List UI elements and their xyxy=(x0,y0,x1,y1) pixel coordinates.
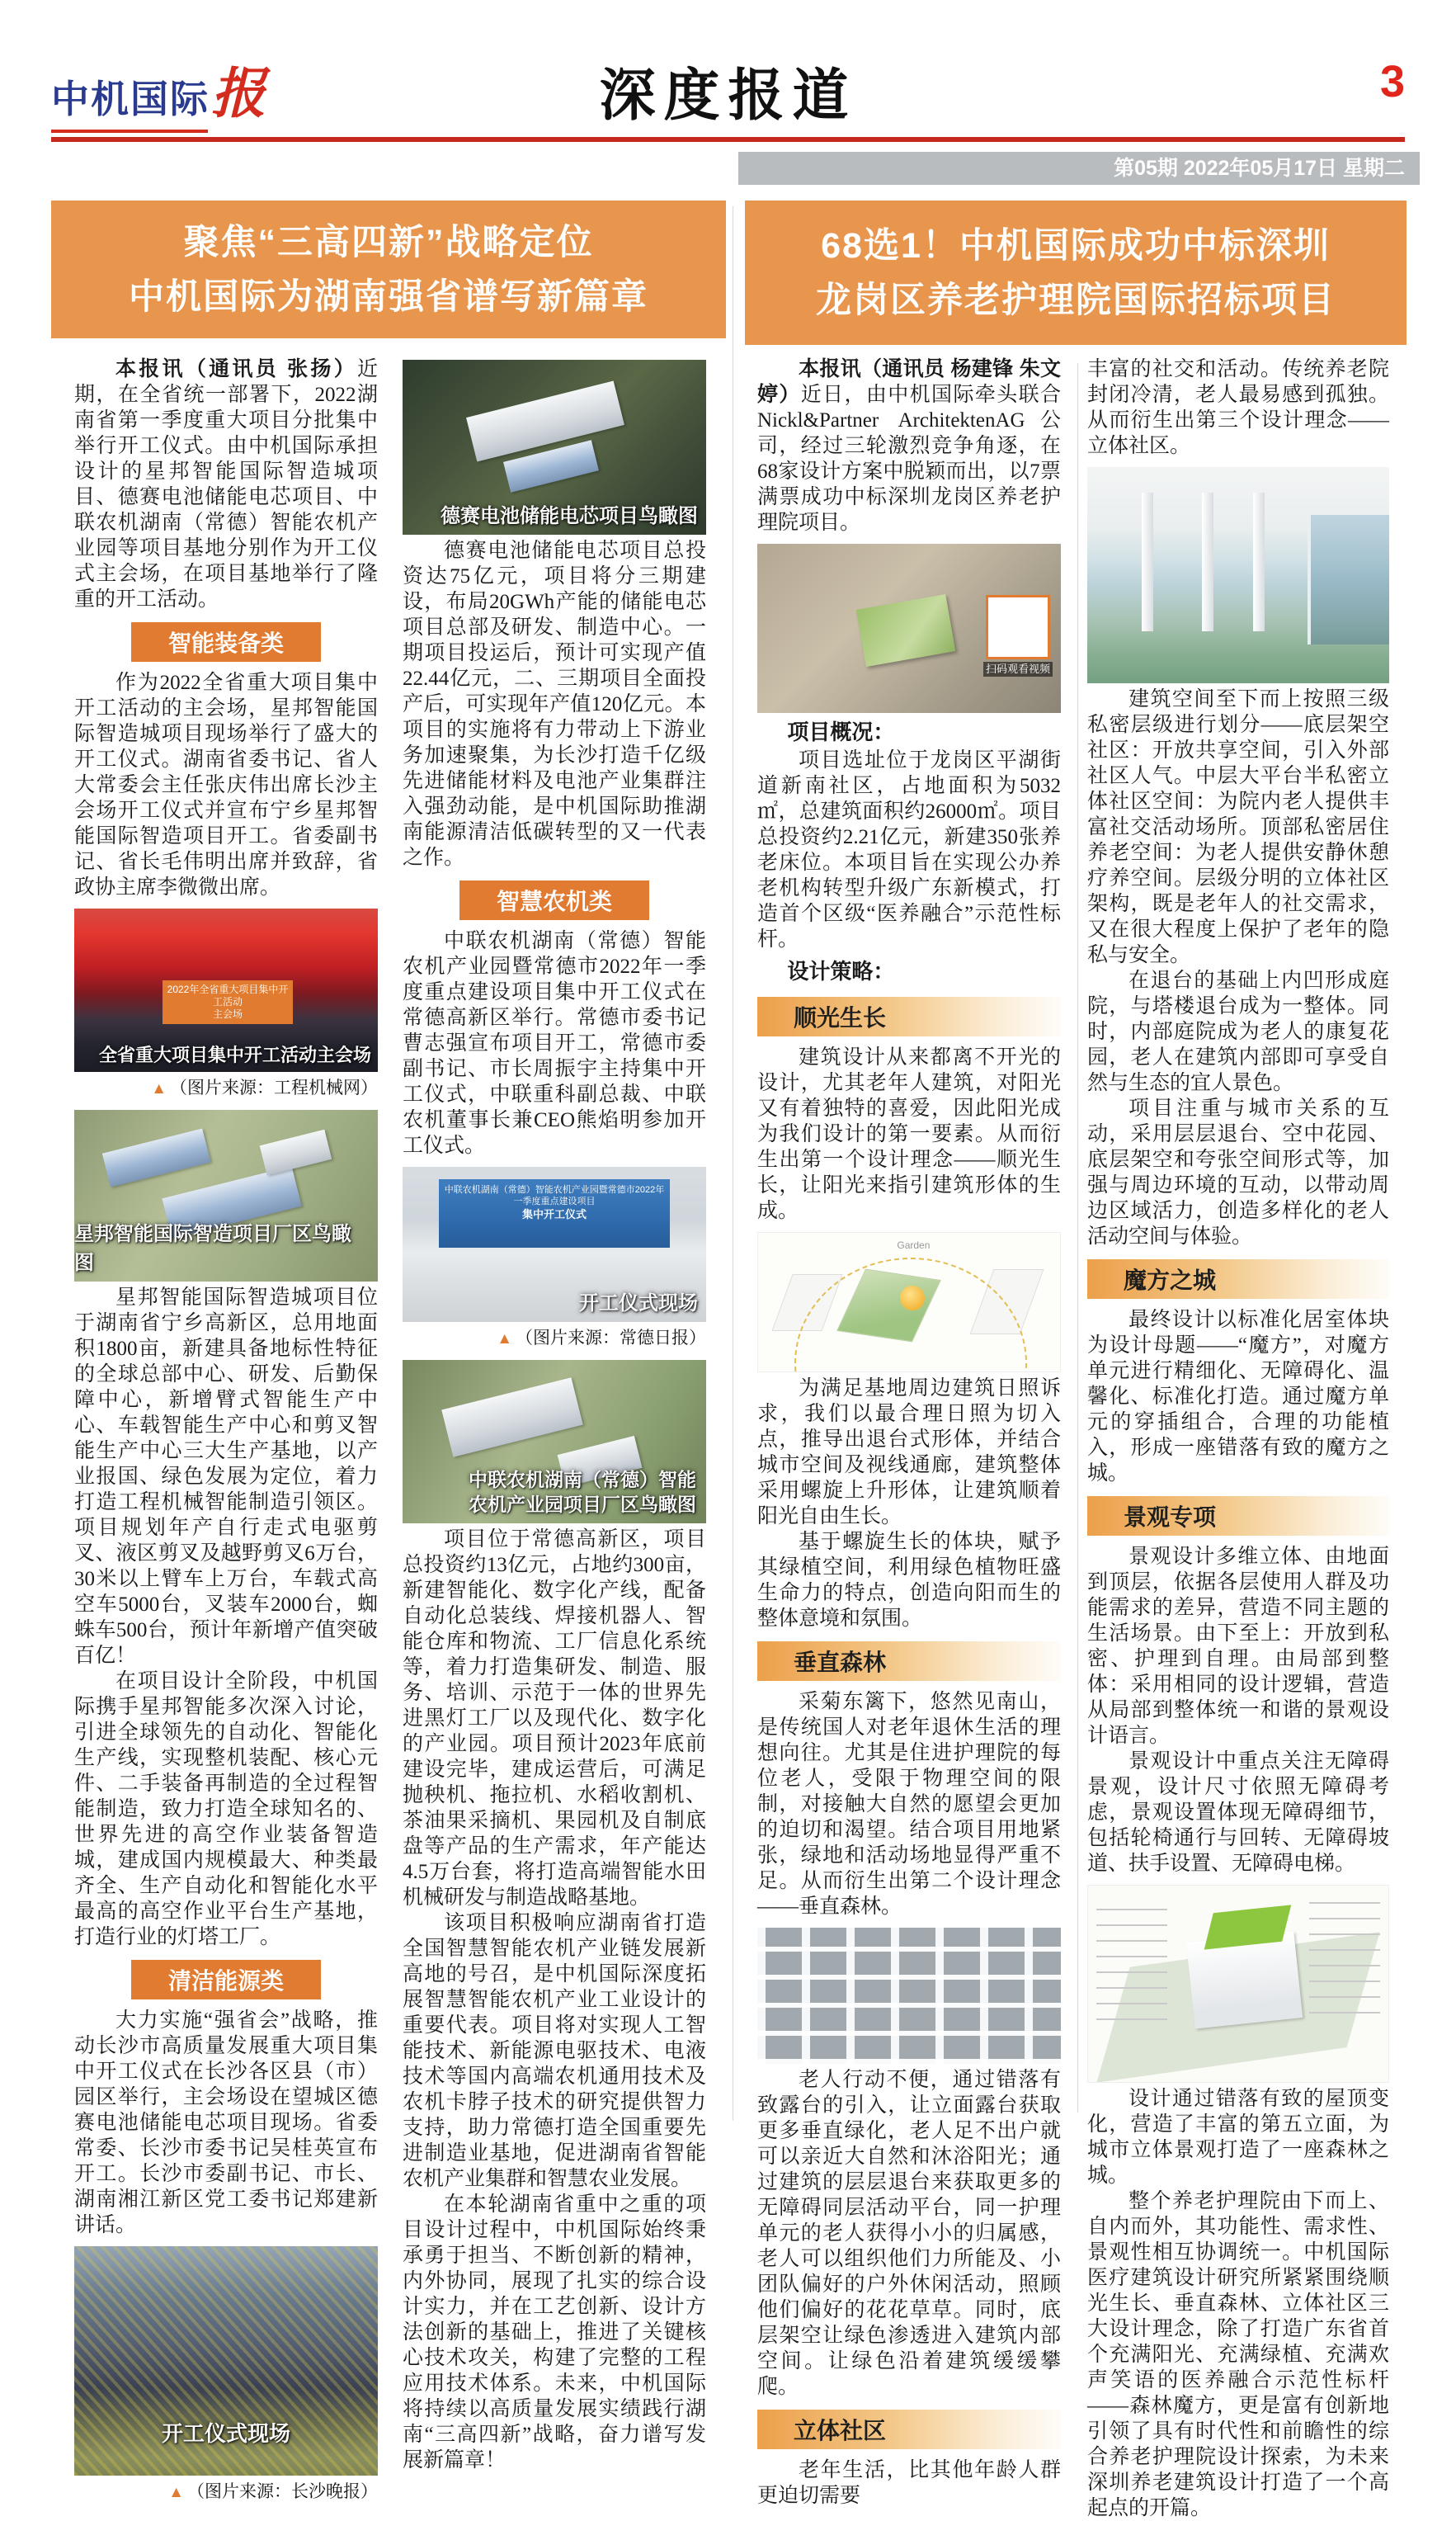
photo-changsha-ceremony xyxy=(74,2246,378,2476)
section-heading-overview: 项目概况： xyxy=(787,720,895,744)
paragraph: 在项目设计全阶段，中机国际携手星邦智能多次深入讨论，引进全球领先的自动化、智能化生产线，实现整机装配、核心元件、二手装备再制造的全过程智能制造，致力打造全球知名的、世界先进的高空作业装备智造城，建成国内规模最大、种类最齐全、生产自动化和智能化水平最高的高空作业平台生产基地，打造行业的灯塔工厂。 xyxy=(74,1670,378,1948)
triangle-icon: ▲ xyxy=(497,1330,512,1348)
factory-block xyxy=(260,1130,332,1176)
photo-interior-courtyard xyxy=(1087,467,1389,683)
photo-caption-overlay: 德赛电池储能电芯项目鸟瞰图 xyxy=(441,505,698,527)
concept-tag-cube-city: 魔方之城 xyxy=(1087,1259,1389,1299)
left-title-line1: 聚焦“三高四新”战略定位 xyxy=(183,223,594,262)
photo-caption-overlay: 全省重大项目集中开工活动主会场 xyxy=(98,1045,371,1065)
project-building xyxy=(856,594,956,667)
paragraph: 整个养老护理院由下而上、自内而外，其功能性、需求性、景观性相互协调统一。中机国际医疗建筑设计研究所紧紧围绕顺光生长、垂直森林、立体社区三大设计理念，除了打造广东省首个充满阳光、充满绿植、充满欢声笑语的医养融合示范性标杆——森林魔方，更是富有创新地引领了具有时代性和前瞻性的综合养老护理院设计探索，为未来深圳养老建筑设计打造了一个高起点的开篇。 xyxy=(1087,2190,1389,2519)
byline: 本报讯（通讯员 张扬） xyxy=(115,357,357,380)
paragraph: 德赛电池储能电芯项目总投资达75亿元，项目将分三期建设，布局20GWh产能的储能电芯项目总部及研发、制造中心。一期项目投运后，预计可实现产值22.44亿元，二、三期项目全面投产后，可实现年产值120亿元。本项目的实施将有力带动上下游业务加速聚集，为长沙打造千亿级先进储能材料及电池产业集群注入强劲动能，是中机国际助推湖南能源清洁低碳转型的又一代表之作。 xyxy=(403,540,706,869)
paragraph: 最终设计以标准化居室体块为设计母题——“魔方”，对魔方单元进行精细化、无障碍化、温馨化、标准化打造。通过魔方单元的穿插组合，合理的功能植入，形成一座错落有致的魔方之城。 xyxy=(1087,1309,1389,1485)
column-pillar xyxy=(1142,493,1153,631)
left-article-column-2 xyxy=(403,356,706,2473)
factory-block xyxy=(102,1129,210,1187)
factory-block xyxy=(441,1377,582,1457)
paragraph: 项目位于常德高新区，项目总投资约13亿元，占地约300亩，新建智能化、数字化产线，配备自动化总装线、焊接机器人、智能仓库和物流、工厂信息化系统等，着力打造集研发、制造、服务、培训、示范于一体的世界先进黑灯工厂以及现代化、数字化的产业园。项目预计2023年底前建设完毕，建成运营后，可满足抛秧机、拖拉机、水稻收割机、茶油果采摘机、果园机及自制底盘等产品的生产需求，年产能达4.5万台套，将打造高端智能水田机械研发与制造战略基地。 xyxy=(403,1528,706,1909)
paragraph: 基于螺旋生长的体块，赋予其绿植空间，利用绿色植物旺盛生命力的特点，创造向阳而生的整体意境和氛围。 xyxy=(757,1531,1061,1630)
photo-desay-aerial xyxy=(403,360,706,535)
paragraph: 设计通过错落有致的屋顶变化，营造了丰富的第五立面，为城市立体景观打造了一座森林之城。 xyxy=(1087,2088,1389,2187)
left-article-column-1 xyxy=(74,356,378,2510)
page-title: 深度报道 xyxy=(599,64,857,127)
paragraph: 项目选址位于龙岗区平湖街道新南社区，占地面积为5032㎡，总建筑面积约26000㎡。项目总投资约2.21亿元，新建350张养老床位。本项目旨在实现公办养老机构转型升级广东新模式，打造首个区级“医养融合”示范性标杆。 xyxy=(757,749,1061,951)
backdrop-line2: 集中开工仪式 xyxy=(521,1208,587,1221)
paragraph: 丰富的社交和活动。传统养老院封闭冷清，老人最易感到孤独。从而衍生出第三个设计理念——立体社区。 xyxy=(1087,358,1389,457)
paragraph xyxy=(757,356,1061,536)
triangle-icon: ▲ xyxy=(168,2484,184,2501)
left-title-line2: 中机国际为湖南强省谱写新篇章 xyxy=(129,277,648,317)
paragraph: 大力实施“强省会”战略，推动长沙市高质量发展重大项目集中开工仪式在长沙各区县（市）园区举行，主会场设在望城区德赛电池储能电芯项目现场。省委常委、长沙市委书记吴桂英宣布开工。长沙市委副书记、市长、湖南湘江新区党工委书记郑建新讲话。 xyxy=(74,2009,378,2236)
category-tag-clean-energy: 清洁能源类 xyxy=(131,1960,321,1999)
annotation-lines xyxy=(1096,1909,1167,2032)
paragraph: 建筑设计从来都离不开光的设计，尤其老年人建筑，对阳光又有着独特的喜爱，因此阳光成为我们设计的第一要素。从而衍生出第一个设计理念——顺光生长，让阳光来指引建筑形体的生成。 xyxy=(757,1046,1061,1222)
backdrop-line1: 中联农机湖南（常德）智能农机产业园暨常德市2022年一季度重点建设项目 xyxy=(444,1185,665,1207)
paragraph: 建筑空间至下而上按照三级私密层级进行划分——底层架空社区：开放共享空间，引入外部社区人气。中层大平台半私密立体社区空间：为院内老人提供丰富社交活动场所。顶部私密居住养老空间：为老人提供安静休憩疗养空间。层级分明的立体社区架构，既是老年人的社交需求，又在很大程度上保护了老年的隐私与安全。 xyxy=(1087,688,1389,966)
overlay-line1: 中联农机湖南（常德）智能 xyxy=(469,1469,696,1490)
paragraph: 在退台的基础上内凹形成庭院，与塔楼退台成为一整体。同时，内部庭院成为老人的康复花园，老人在建筑内部即可享受自然与生态的宜人景色。 xyxy=(1087,970,1389,1094)
photo-caption-overlay: 开工仪式现场 xyxy=(579,1292,698,1315)
right-article-title xyxy=(745,201,1407,345)
concept-tag-forest: 垂直森林 xyxy=(757,1641,1061,1681)
paragraph: 景观设计多维立体、由地面到顶层，依据各层使用人群及功能需求的差异，营造不同主题的生活场景。由下至上：开放到私密、护理到自理。由局部到整体：采用相同的设计逻辑，营造从局部到整体统一和谐的景观设计语言。 xyxy=(1087,1546,1389,1747)
paragraph-text: 近日，由中机国际牵头联合Nickl&Partner ArchitektenAG公司，经过三轮激烈竞争角逐，在68家设计方案中脱颖而出，以7票满票成功中标深圳龙岗区养老护理院项目。 xyxy=(757,384,1061,534)
photo-credit xyxy=(74,2479,378,2505)
paragraph xyxy=(74,356,378,612)
diagram-sun-path xyxy=(757,1232,1061,1372)
photo-credit xyxy=(403,1325,706,1352)
glass-wall xyxy=(1308,515,1389,644)
page-number: 3 xyxy=(1379,57,1405,106)
right-article-column-2 xyxy=(1087,356,1389,2521)
credit-text: （图片来源：常德日报） xyxy=(516,1328,706,1348)
logo-mark: 报 xyxy=(211,61,266,125)
paragraph: 作为2022全省重大项目集中开工活动的主会场，星邦智能国际智造城项目现场举行了盛大的开工仪式。湖南省委书记、省人大常委会主任张庆伟出席长沙主会场开工仪式并宣布宁乡星邦智能国际智造项目开工。省委副书记、省长毛伟明出席并致辞，省政协主席李微微出席。 xyxy=(74,672,378,899)
paragraph: 老年生活，比其他年龄人群更迫切需要 xyxy=(757,2459,1061,2507)
paragraph: 采菊东篱下，悠然见南山，是传统国人对老年退休生活的理想向往。尤其是住进护理院的每位老人，受限于物理空间的限制，对接触大自然的愿望会更加的迫切和渴望。结合项目用地紧张，绿地和活动场地显得严重不足。从而衍生出第二个设计理念——垂直森林。 xyxy=(757,1691,1061,1918)
column-divider xyxy=(1077,363,1078,2113)
stage-backdrop xyxy=(439,1179,670,1248)
qr-code-block xyxy=(983,595,1053,677)
concept-tag-community: 立体社区 xyxy=(757,2410,1061,2449)
category-tag-smart-equipment: 智能装备类 xyxy=(131,622,321,662)
right-title-line2: 龙岗区养老护理院国际招标项目 xyxy=(816,281,1336,320)
photo-xingbang-aerial xyxy=(74,1110,378,1282)
photo-shenzhen-site-aerial xyxy=(757,544,1061,713)
paragraph: 在本轮湖南省重中之重的项目设计过程中，中机国际始终秉承勇于担当、不断创新的精神，内外协同，展现了扎实的综合设计实力，并在工艺创新、设计方法创新的基础上，推进了关键核心技术攻关，构建了完整的工程应用技术体系。未来，中机国际将持续以高质量发展实绩践行湖南“三高四新”战略，奋力谱写发展新篇章！ xyxy=(403,2193,706,2471)
photo-balcony-facade xyxy=(757,1928,1061,2064)
diagram-label: Garden xyxy=(897,1239,931,1251)
photo-changde-aerial xyxy=(403,1360,706,1523)
triangle-icon: ▲ xyxy=(151,1080,167,1098)
right-title-line1: 68选1！中机国际成功中标深圳 xyxy=(821,226,1331,266)
photo-opening-ceremony-tent xyxy=(74,909,378,1072)
concept-tag-landscape: 景观专项 xyxy=(1087,1496,1389,1536)
qr-label: 扫码观看视频 xyxy=(983,662,1053,677)
factory-block xyxy=(466,380,624,461)
header-rule xyxy=(51,137,1405,142)
banner-line2: 主会场 xyxy=(212,1008,243,1021)
byline: 本报讯（通讯员 杨建锋 朱文婷） xyxy=(757,357,1061,406)
paragraph: 中联农机湖南（常德）智能农机产业园暨常德市2022年一季度重点建设项目集中开工仪式在常德高新区举行。常德市委书记曹志强宣布项目开工，常德市委副书记、市长周振宇主持集中开工仪式，中联重科副总裁、中联农机董事长兼CEO熊焰明参加开工仪式。 xyxy=(403,930,706,1157)
paragraph: 老人行动不便，通过错落有致露台的引入，让立面露台获取更多垂直绿化，老人足不出户就可以亲近大自然和沐浴阳光；通过建筑的层层退台来获取更多的无障碍同层活动平台，同一护理单元的老人获得小小的归属感，老人可以组织他们力所能及、小团队偏好的户外休闲活动，照顾他们偏好的花花草草。同时，底层架空让绿色渗透进入建筑内部空间。让绿色沿着建筑缓缓攀爬。 xyxy=(757,2069,1061,2398)
concept-tag-sunlight: 顺光生长 xyxy=(757,997,1061,1036)
left-article-title xyxy=(51,201,726,338)
paragraph: 星邦智能国际智造城项目位于湖南省宁乡高新区，总用地面积1800亩，新建具备地标性特征的全球总部中心、研发、后勤保障中心，新增臂式智能生产中心、车载智能生产中心和剪叉智能生产中心三大生产基地，以产业报国、绿色发展为定位，着力打造工程机械智能制造引领区。项目规划年产自行走式电驱剪叉、液区剪叉及越野剪叉6万台，30米以上臂车上万台，车载式高空车5000台，叉装车2000台，蜘蛛车500台，预计年新增产值突破百亿！ xyxy=(74,1286,378,1667)
photo-changde-ceremony xyxy=(403,1167,706,1322)
qr-code xyxy=(986,595,1050,659)
section-heading-strategy: 设计策略： xyxy=(787,959,895,984)
paragraph: 为满足基地周边建筑日照诉求，我们以最合理日照为切入点，推导出退台式形体，并结合城市空间及视线通廊，建筑整体采用螺旋上升形体，让建筑顺着阳光自由生长。 xyxy=(757,1377,1061,1527)
column-pillar xyxy=(1253,493,1265,631)
photo-caption-overlay: 开工仪式现场 xyxy=(161,2421,290,2446)
photo-caption-overlay xyxy=(469,1467,696,1517)
photo-credit xyxy=(74,1075,378,1102)
ceremony-banner xyxy=(163,980,294,1024)
paragraph: 景观设计中重点关注无障碍景观，设计尺寸依照无障碍考虑，景观设置体现无障碍细节，包括轮椅通行与回转、无障碍坡道、扶手设置、无障碍电梯。 xyxy=(1087,1750,1389,1875)
paragraph: 该项目积极响应湖南省打造全国智慧智能农机产业链发展新高地的号召，是中机国际深度拓展智慧智能农机产业工业设计的重要代表。项目将对实现人工智能技术、新能源电驱技术、电液技术等国内高端农机通用技术及农机卡脖子技术的研究提供智力支持，助力常德打造全国重要先进制造业基地，促进湖南省智能农机产业集群和智慧农业发展。 xyxy=(403,1912,706,2190)
logo-text: 中机国际 xyxy=(51,78,210,120)
paragraph-text: 近期，在全省统一部署下，2022湖南省第一季度重大项目分批集中举行开工仪式。由中机国际承担设计的星邦智能国际智造城项目、德赛电池储能电芯项目、中联农机湖南（常德）智能农机产业园等项目基地分别作为开工仪式主会场，在项目基地举行了隆重的开工活动。 xyxy=(74,358,378,611)
paragraph: 项目注重与城市关系的互动，采用层层退台、空中花园、底层架空和夸张空间形式等，加强与周边环境的互动，以带动周边区域活力，创造多样化的老人活动空间与体验。 xyxy=(1087,1098,1389,1248)
photo-caption-overlay: 星邦智能国际智造项目厂区鸟瞰图 xyxy=(74,1223,351,1274)
overlay-line2: 农机产业园项目厂区鸟瞰图 xyxy=(469,1494,696,1515)
credit-text: （图片来源：工程机械网） xyxy=(170,1078,378,1098)
credit-text: （图片来源：长沙晚报） xyxy=(187,2481,378,2501)
building-mass xyxy=(1186,1931,1303,2028)
diagram-axonometric-landscape xyxy=(1087,1885,1389,2083)
sun-icon xyxy=(900,1286,925,1310)
column-pillar xyxy=(1202,493,1213,631)
annotation-lines xyxy=(1309,1902,1380,2026)
right-article-column-1 xyxy=(757,356,1061,2509)
category-tag-smart-agri: 智慧农机类 xyxy=(459,880,649,920)
banner-line1: 2022年全省重大项目集中开工活动 xyxy=(167,984,289,1008)
issue-date-bar: 第05期 2022年05月17日 星期二 xyxy=(738,152,1420,185)
